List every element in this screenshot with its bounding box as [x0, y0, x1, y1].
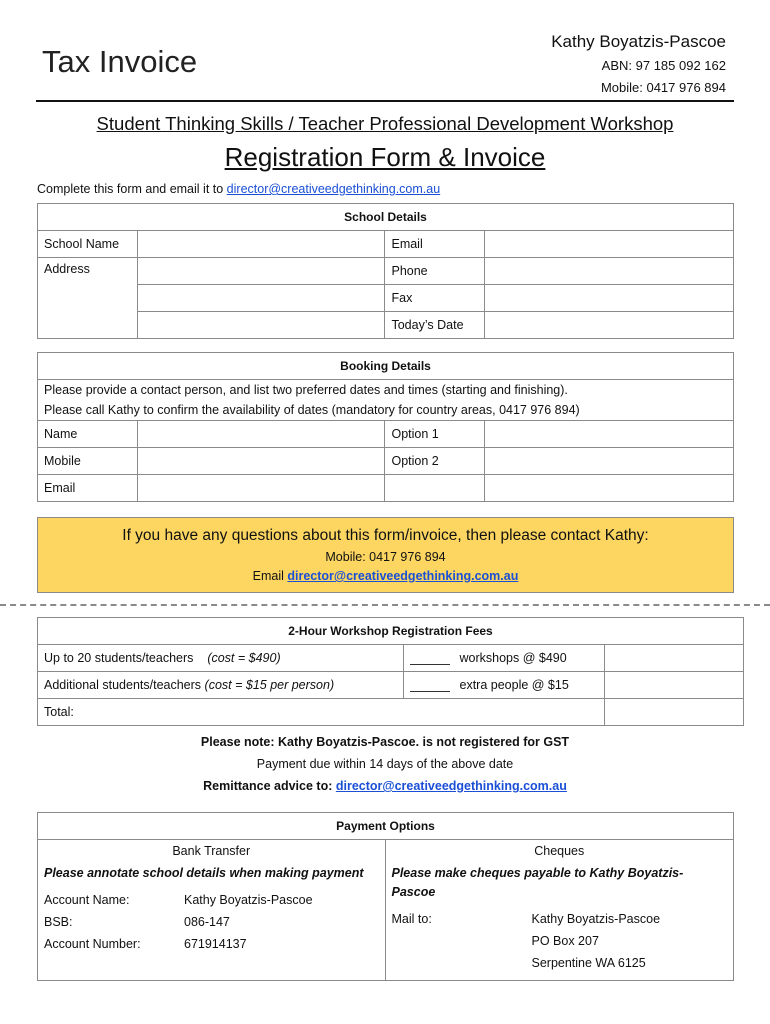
director-email-link[interactable]: director@creativeedgethinking.com.au	[226, 182, 441, 196]
date-field[interactable]	[485, 312, 734, 339]
contact-box	[37, 517, 734, 593]
fax-field[interactable]	[485, 285, 734, 312]
account-number-value: 671914137	[184, 937, 247, 951]
contact-email-field[interactable]	[137, 475, 385, 502]
contact-box-email-label: Email	[252, 569, 288, 583]
school-email-label: Email	[385, 231, 485, 258]
workshop-count-blank[interactable]	[410, 652, 450, 665]
contact-email-label: Email	[38, 475, 138, 502]
payment-options-table	[37, 812, 734, 981]
form-title: Registration Form & Invoice	[224, 142, 546, 172]
date-input[interactable]	[491, 312, 727, 338]
option-extra-field[interactable]	[385, 475, 485, 502]
total-amount[interactable]	[605, 699, 744, 726]
account-number-label: Account Number:	[44, 937, 141, 951]
bank-transfer-cell	[38, 840, 386, 981]
fee-row-2-qty-text: extra people @ $15	[459, 678, 569, 692]
fees-heading: 2-Hour Workshop Registration Fees	[38, 618, 744, 645]
school-details-heading: School Details	[38, 204, 734, 231]
issuer-mobile: Mobile: 0417 976 894	[600, 80, 726, 95]
bank-note: Please annotate school details when making payment	[44, 866, 364, 880]
contact-box-mobile: Mobile: 0417 976 894	[325, 550, 446, 564]
school-details-table	[37, 203, 734, 339]
school-name-label: School Name	[38, 231, 138, 258]
mail-line-3: Serpentine WA 6125	[531, 956, 646, 970]
option1-label: Option 1	[385, 421, 485, 448]
phone-label: Phone	[385, 258, 485, 285]
issuer-abn: ABN: 97 185 092 162	[601, 58, 726, 73]
address-input-1[interactable]	[144, 258, 379, 284]
address-input-2[interactable]	[144, 285, 379, 311]
payment-due-note: Payment due within 14 days of the above date	[256, 757, 514, 771]
cheques-heading: Cheques	[534, 844, 585, 858]
mail-row-3	[392, 952, 728, 974]
remittance-note	[0, 779, 770, 793]
bank-transfer-heading: Bank Transfer	[172, 844, 251, 858]
page-title: Tax Invoice	[42, 44, 198, 79]
bsb-label: BSB:	[44, 915, 73, 929]
option2-field[interactable]	[485, 448, 734, 475]
fee-row-2-qty[interactable]	[403, 672, 605, 699]
bsb-value: 086-147	[184, 915, 230, 929]
contact-box-email	[38, 569, 733, 583]
fee-row-2-cost: (cost = $15 per person)	[204, 678, 335, 692]
fax-label: Fax	[385, 285, 485, 312]
option2-input[interactable]	[491, 448, 727, 474]
total-label: Total:	[38, 699, 605, 726]
instructions	[37, 182, 440, 196]
account-name-label: Account Name:	[44, 893, 130, 907]
remittance-label: Remittance advice to:	[203, 779, 336, 793]
cheque-note: Please make cheques payable to Kathy Boyatzis-Pascoe	[391, 866, 684, 899]
account-number-row	[44, 933, 379, 955]
contact-box-email-link[interactable]: director@creativeedgethinking.com.au	[287, 569, 519, 583]
mail-line-1: Kathy Boyatzis-Pascoe	[531, 912, 661, 926]
contact-mobile-field[interactable]	[137, 448, 385, 475]
option1-input[interactable]	[491, 421, 727, 447]
phone-field[interactable]	[485, 258, 734, 285]
fees-table	[37, 617, 744, 726]
booking-note-2: Please call Kathy to confirm the availability of dates (mandatory for country areas, 0417 976 894)	[44, 403, 580, 417]
workshop-title: Student Thinking Skills / Teacher Professional Development Workshop	[96, 113, 674, 134]
address-line-1[interactable]	[137, 258, 385, 285]
contact-name-input[interactable]	[144, 421, 379, 447]
school-email-field[interactable]	[485, 231, 734, 258]
bsb-row	[44, 911, 379, 933]
address-input-3[interactable]	[144, 312, 379, 338]
fee-row-1-text: Up to 20 students/teachers	[44, 651, 194, 665]
date-label: Today’s Date	[385, 312, 485, 339]
address-line-2[interactable]	[137, 285, 385, 312]
phone-input[interactable]	[491, 258, 727, 284]
school-name-input[interactable]	[144, 231, 379, 257]
payment-options-heading: Payment Options	[38, 813, 734, 840]
option2-label: Option 2	[385, 448, 485, 475]
fee-row-1-qty-text: workshops @ $490	[459, 651, 567, 665]
booking-note-1: Please provide a contact person, and list two preferred dates and times (starting and finishing).	[44, 383, 568, 397]
instructions-text: Complete this form and email it to	[37, 182, 227, 196]
remittance-email-link[interactable]: director@creativeedgethinking.com.au	[335, 779, 567, 793]
address-label: Address	[38, 258, 138, 339]
school-name-field[interactable]	[137, 231, 385, 258]
contact-email-input[interactable]	[144, 475, 379, 501]
option1-field[interactable]	[485, 421, 734, 448]
fee-row-2-label	[38, 672, 404, 699]
cheques-cell	[385, 840, 734, 981]
contact-mobile-input[interactable]	[144, 448, 379, 474]
contact-mobile-label: Mobile	[38, 448, 138, 475]
mail-line-2: PO Box 207	[531, 934, 599, 948]
fee-row-1-amount[interactable]	[605, 645, 744, 672]
mail-row-1	[392, 908, 728, 930]
address-line-3[interactable]	[137, 312, 385, 339]
contact-name-label: Name	[38, 421, 138, 448]
cut-line	[0, 604, 770, 606]
fee-row-1-cost: (cost = $490)	[207, 651, 281, 665]
school-email-input[interactable]	[491, 231, 727, 257]
mail-row-2	[392, 930, 728, 952]
booking-instructions	[38, 380, 734, 421]
contact-name-field[interactable]	[137, 421, 385, 448]
fee-row-2-text: Additional students/teachers	[44, 678, 202, 692]
fee-row-1-qty[interactable]	[403, 645, 605, 672]
header-divider	[36, 100, 734, 102]
fee-row-2-amount[interactable]	[605, 672, 744, 699]
booking-details-table	[37, 352, 734, 502]
account-name-row	[44, 889, 379, 911]
booking-details-heading: Booking Details	[38, 353, 734, 380]
contact-box-heading: If you have any questions about this form/invoice, then please contact Kathy:	[122, 527, 649, 544]
fax-input[interactable]	[491, 285, 727, 311]
fee-row-1-label	[38, 645, 404, 672]
extra-people-blank[interactable]	[410, 679, 450, 692]
mail-label: Mail to:	[391, 912, 432, 926]
option-extra-field-2[interactable]	[485, 475, 734, 502]
issuer-name: Kathy Boyatzis-Pascoe	[551, 32, 726, 51]
account-name-value: Kathy Boyatzis-Pascoe	[184, 893, 313, 907]
gst-note: Please note: Kathy Boyatzis-Pascoe. is not registered for GST	[200, 735, 570, 749]
